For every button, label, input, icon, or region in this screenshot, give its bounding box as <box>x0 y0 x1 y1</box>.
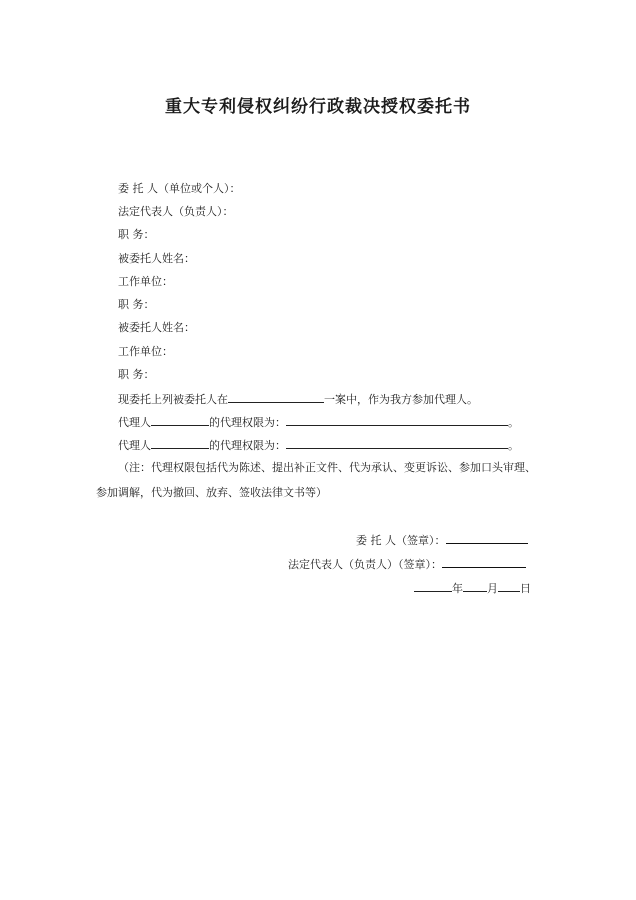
day-label: 日 <box>520 582 531 595</box>
agent2-label: 代理人 <box>118 439 151 452</box>
year-blank <box>414 580 452 592</box>
agent2-authority-line <box>118 437 519 453</box>
agent1-authority-blank <box>286 414 508 426</box>
agent2-authority-blank <box>286 437 508 449</box>
legal-rep-signature-label: 法定代表人（负责人）（签章）： <box>288 558 442 571</box>
date-line <box>414 580 531 596</box>
agent2-name-field: 被委托人姓名： <box>118 321 195 334</box>
agent1-position-field: 职 务： <box>118 298 155 311</box>
case-name-blank <box>228 391 324 403</box>
agent2-name-blank <box>151 437 209 449</box>
agent1-label: 代理人 <box>118 416 151 429</box>
month-label: 月 <box>487 582 498 595</box>
agent1-unit-field: 工作单位： <box>118 275 173 288</box>
principal-signature-blank <box>446 532 528 544</box>
agent2-authority-text: 的代理权限为： <box>209 439 286 452</box>
agent1-name-field: 被委托人姓名： <box>118 252 195 265</box>
agent1-authority-text: 的代理权限为： <box>209 416 286 429</box>
month-blank <box>463 580 487 592</box>
agent2-end-mark: 。 <box>508 439 519 452</box>
note-line-1: （注：代理权限包括代为陈述、提出补正文件、代为承认、变更诉讼、参加口头审理、 <box>118 461 536 474</box>
agent1-name-blank <box>151 414 209 426</box>
principal-signature-line <box>356 532 528 548</box>
entrust-suffix: 一案中，作为我方参加代理人。 <box>324 393 478 406</box>
legal-representative-field: 法定代表人（负责人）： <box>118 205 234 218</box>
note-line-2: 参加调解，代为撤回、放弃、签收法律文书等） <box>96 486 327 499</box>
principal-signature-label: 委 托 人（签章）： <box>356 534 446 547</box>
legal-rep-signature-line <box>288 556 526 572</box>
document-title: 重大专利侵权纠纷行政裁决授权委托书 <box>165 97 471 117</box>
legal-rep-signature-blank <box>442 556 526 568</box>
year-label: 年 <box>452 582 463 595</box>
agent2-unit-field: 工作单位： <box>118 345 173 358</box>
day-blank <box>498 580 520 592</box>
agent1-authority-line <box>118 414 519 430</box>
principal-field: 委 托 人（单位或个人）： <box>118 182 241 195</box>
agent2-position-field: 职 务： <box>118 368 155 381</box>
entrust-prefix: 现委托上列被委托人在 <box>118 393 228 406</box>
entrust-statement <box>118 391 478 407</box>
position-field: 职 务： <box>118 228 155 241</box>
agent1-end-mark: 。 <box>508 416 519 429</box>
